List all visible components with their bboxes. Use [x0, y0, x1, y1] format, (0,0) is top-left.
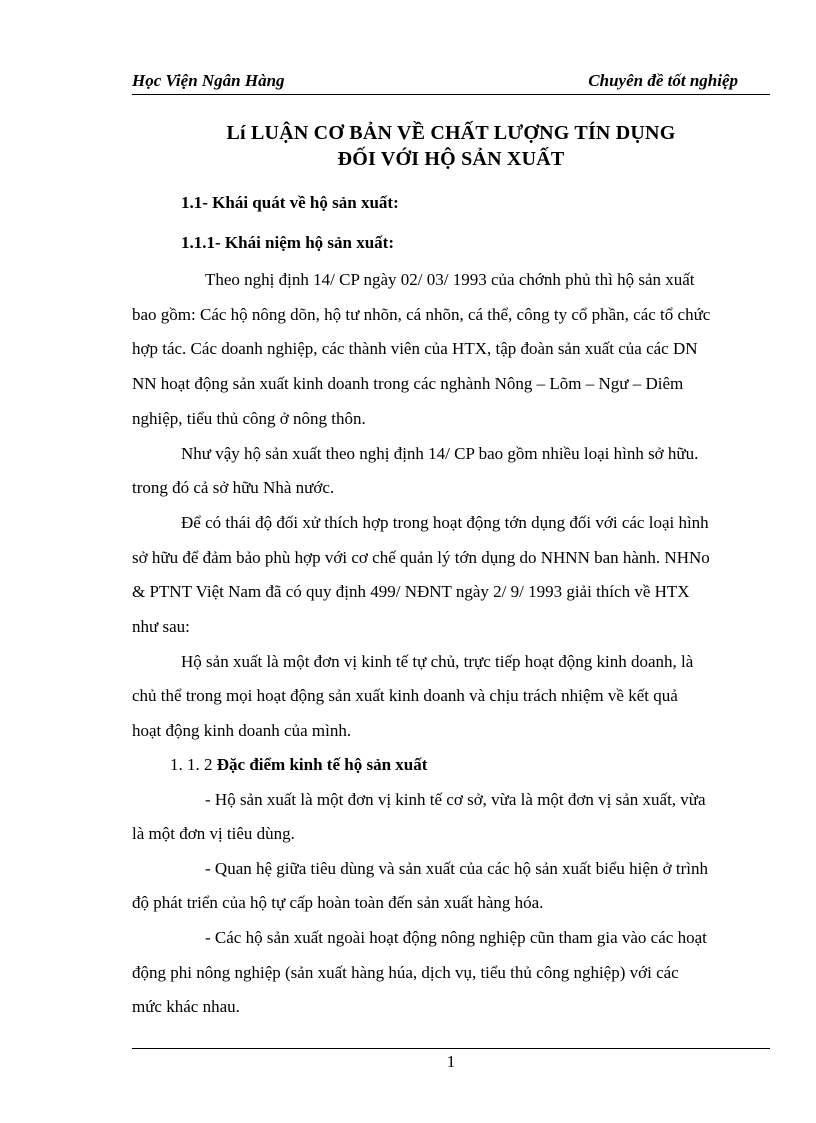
header-institution: Học Viện Ngân Hàng: [132, 71, 285, 90]
paragraph-line: Hộ sản xuất là một đơn vị kinh tế tự chủ, trực tiếp hoạt động kinh doanh, là: [181, 652, 694, 671]
paragraph-line: chủ thể trong mọi hoạt động sản xuất kinh doanh và chịu trách nhiệm về kết quả: [132, 686, 678, 705]
section-heading-1-1-1: 1.1.1- Khái niệm hộ sản xuất:: [181, 233, 394, 252]
paragraph-line: mức khác nhau.: [132, 997, 240, 1016]
paragraph-line: độ phát triển của hộ tự cấp hoàn toàn đến sản xuất hàng hóa.: [132, 893, 544, 912]
paragraph-line: trong đó cả sở hữu Nhà nước.: [132, 478, 335, 497]
footer-divider: [132, 1048, 770, 1049]
paragraph-line: NN hoạt động sản xuất kinh doanh trong các nghành Nông – Lõm – Ngư – Diêm: [132, 374, 684, 393]
paragraph-line: hoạt động kinh doanh của mình.: [132, 721, 352, 740]
paragraph-line: hợp tác. Các doanh nghiệp, các thành viên của HTX, tập đoàn sản xuất của các DN: [132, 339, 698, 358]
paragraph-line: sở hữu để đảm bảo phù hợp với cơ chế quản lý tớn dụng do NHNN ban hành. NHNo: [132, 548, 710, 567]
paragraph-line: & PTNT Việt Nam đã có quy định 499/ NĐNT ngày 2/ 9/ 1993 giải thích về HTX: [132, 582, 690, 601]
paragraph-line: bao gồm: Các hộ nông dõn, hộ tư nhõn, cá nhõn, cá thể, công ty cổ phần, các tổ chức: [132, 305, 711, 324]
paragraph-line: Như vậy hộ sản xuất theo nghị định 14/ CP bao gồm nhiều loại hình sở hữu.: [181, 444, 699, 463]
paragraph-line: - Quan hệ giữa tiêu dùng và sản xuất của các hộ sản xuất biểu hiện ở trình: [205, 859, 709, 878]
paragraph-line: nghiệp, tiểu thủ công ở nông thôn.: [132, 409, 366, 428]
document-title-line-2: ĐỐI VỚI HỘ SẢN XUẤT: [337, 148, 565, 170]
document-title-line-1: Lí LUẬN CƠ BẢN VỀ CHẤT LƯỢNG TÍN DỤNG: [226, 122, 676, 144]
section-heading-1-1: 1.1- Khái quát về hộ sản xuất:: [181, 193, 399, 212]
paragraph-line: Theo nghị định 14/ CP ngày 02/ 03/ 1993 của chớnh phủ thì hộ sản xuất: [205, 270, 695, 289]
paragraph-line: động phi nông nghiệp (sản xuất hàng húa, dịch vụ, tiểu thủ công nghiệp) với các: [132, 963, 679, 982]
section-heading-1-1-2: [170, 755, 427, 775]
paragraph-line: là một đơn vị tiêu dùng.: [132, 824, 295, 843]
header-doc-type: Chuyên đề tốt nghiệp: [588, 71, 738, 90]
page-number: 1: [446, 1052, 456, 1071]
section-number: 1. 1. 2: [170, 755, 217, 774]
section-title: Đặc điểm kinh tế hộ sản xuất: [216, 755, 428, 774]
paragraph-line: như sau:: [132, 617, 190, 636]
paragraph-line: Để có thái độ đối xử thích hợp trong hoạt động tớn dụng đối với các loại hình: [181, 513, 709, 532]
paragraph-line: - Hộ sản xuất là một đơn vị kinh tế cơ sở, vừa là một đơn vị sản xuất, vừa: [205, 790, 706, 809]
page-header: [132, 70, 770, 95]
paragraph-line: - Các hộ sản xuất ngoài hoạt động nông nghiệp cũn tham gia vào các hoạt: [205, 928, 707, 947]
